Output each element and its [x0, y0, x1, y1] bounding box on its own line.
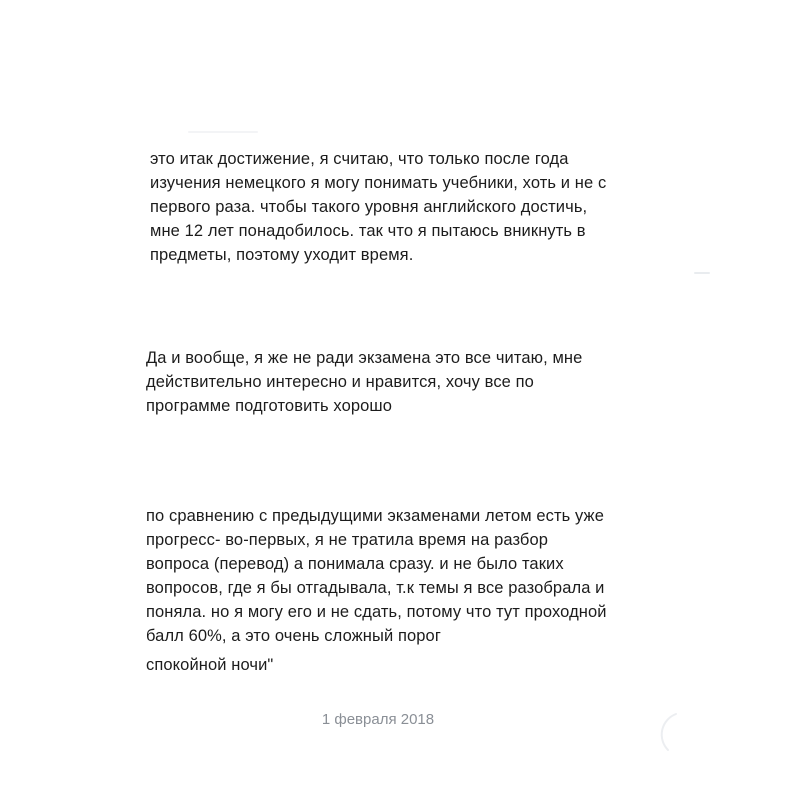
message-line: изучения немецкого я могу понимать учебники, хоть и не с: [150, 174, 607, 192]
message-text-1: [150, 147, 606, 267]
message-line: балл 60%, а это очень сложный порог: [146, 627, 441, 645]
message-line: первого раза. чтобы такого уровня английского достичь,: [150, 198, 588, 216]
message-line: это итак достижение, я считаю, что только после года: [150, 150, 569, 168]
message-text-2: [146, 346, 582, 418]
message-line: по сравнению с предыдущими экзаменами летом есть уже: [146, 507, 604, 525]
message-line: вопросов, где я бы отгадывала, т.к темы я все разобрала и: [146, 579, 605, 597]
message-line: Да и вообще, я же не ради экзамена это все читаю, мне: [146, 349, 583, 367]
message-line: мне 12 лет понадобилось. так что я пытаюсь вникнуть в: [150, 222, 586, 240]
faded-artifact-right: [694, 272, 710, 274]
message-text-4: [146, 653, 273, 677]
faded-artifact-top: [188, 131, 258, 133]
message-text-3: [146, 504, 607, 648]
message-line: предметы, поэтому уходит время.: [150, 246, 414, 264]
scroll-indicator-icon: [646, 700, 706, 760]
message-line: действительно интересно и нравится, хочу все по: [146, 373, 534, 391]
message-line: прогресс- во-первых, я не тратила время на разбор: [146, 531, 549, 549]
message-line: спокойной ночи": [146, 656, 274, 674]
message-line: поняла. но я могу его и не сдать, потому что тут проходной: [146, 603, 607, 621]
date-separator: 1 февраля 2018: [321, 711, 435, 728]
message-line: вопроса (перевод) а понимала сразу. и не было таких: [146, 555, 564, 573]
message-line: программе подготовить хорошо: [146, 397, 393, 415]
